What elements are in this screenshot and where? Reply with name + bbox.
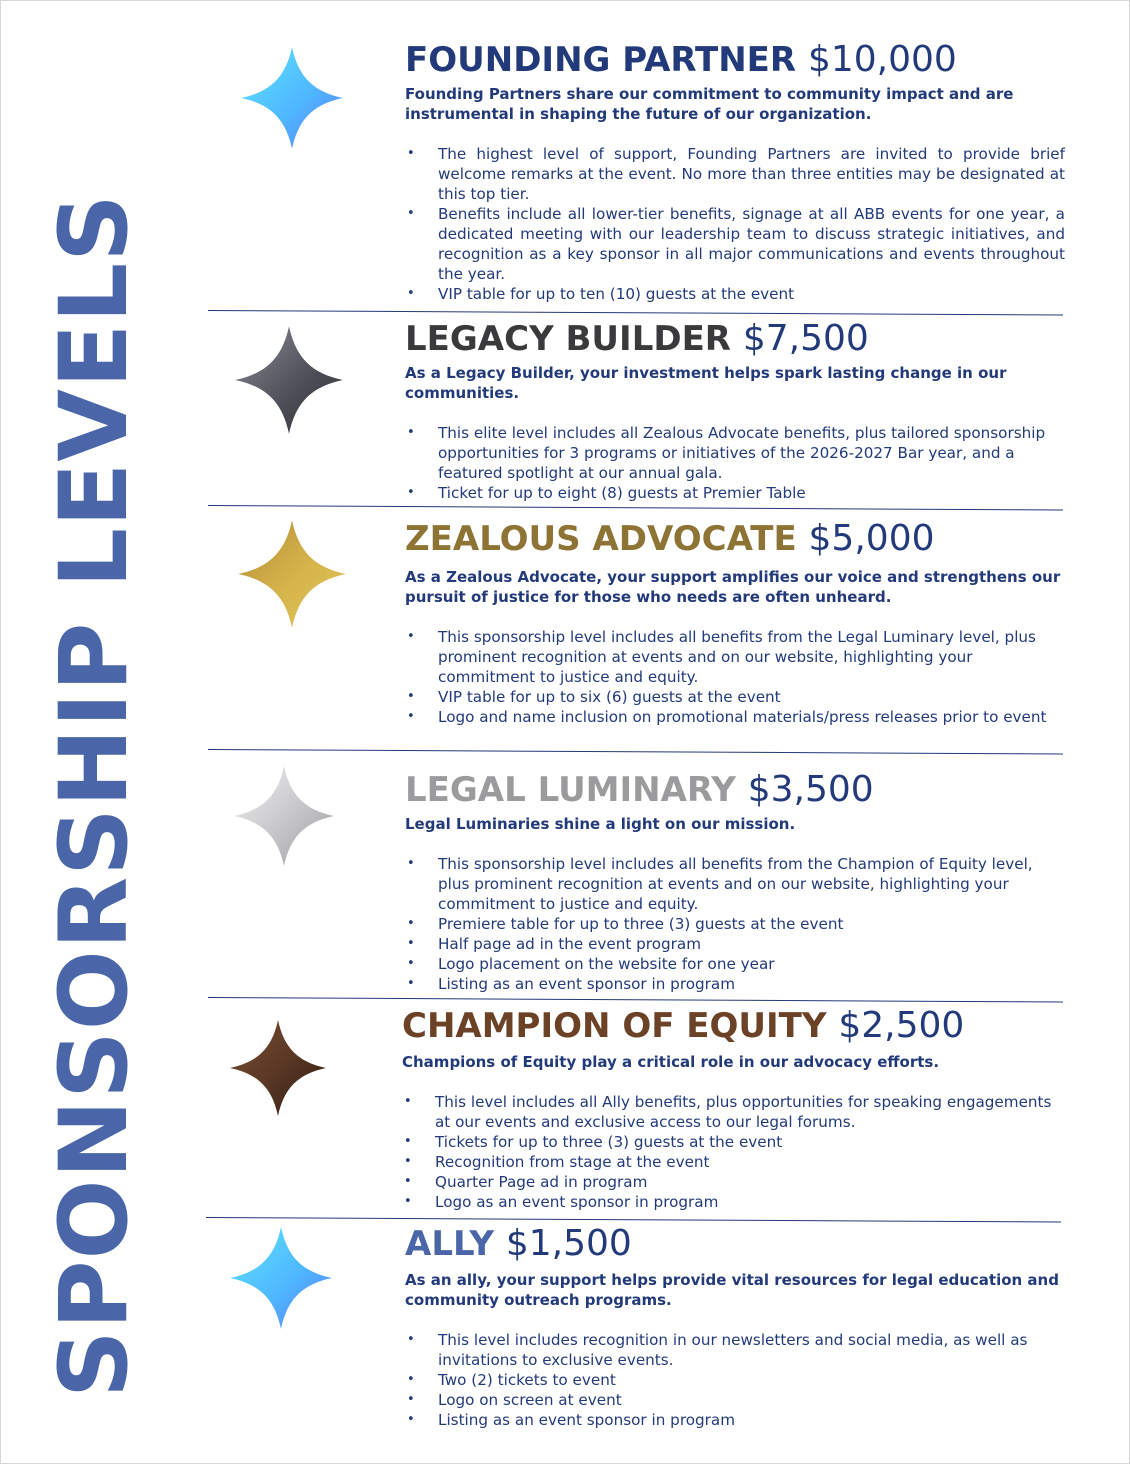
tier-price: $5,000 bbox=[808, 518, 935, 559]
tier-price: $10,000 bbox=[807, 39, 957, 80]
benefit-list bbox=[405, 1330, 1065, 1430]
benefit-item: • Premiere table for up to three (3) guests at the event bbox=[405, 914, 1065, 934]
benefit-item: • Half page ad in the event program bbox=[405, 934, 1065, 954]
benefit-list bbox=[402, 1092, 1062, 1212]
benefit-item: • The highest level of support, Founding Partners are invited to provide brief welcome remarks at the event. No more than three entities may be designated at this top tier. bbox=[405, 144, 1065, 204]
benefit-item: • Two (2) tickets to event bbox=[405, 1370, 1065, 1390]
benefit-list bbox=[405, 627, 1065, 727]
tier-price: $3,500 bbox=[747, 769, 874, 810]
benefit-item: • Logo and name inclusion on promotional materials/press releases prior to event bbox=[405, 707, 1065, 727]
tier-title bbox=[402, 1006, 1062, 1046]
tier-intro: As a Zealous Advocate, your support amplifies our voice and strengthens our pursuit of justice for those who needs are often unheard. bbox=[405, 568, 1061, 606]
star-icon-bronze bbox=[228, 1018, 328, 1118]
benefit-item: • This sponsorship level includes all benefits from the Legal Luminary level, plus prominent recognition at events and on our website, highlighting your commitment to justice and equity. bbox=[405, 627, 1065, 687]
benefit-item: • Recognition from stage at the event bbox=[402, 1152, 1062, 1172]
benefit-list bbox=[405, 423, 1065, 503]
tier-name: FOUNDING PARTNER bbox=[405, 40, 797, 80]
tier-name: ZEALOUS ADVOCATE bbox=[405, 519, 797, 559]
star-icon-blue bbox=[228, 1225, 334, 1331]
tier-intro: As a Legacy Builder, your investment helps spark lasting change in our communities. bbox=[405, 364, 1007, 402]
benefit-item: • This level includes recognition in our newsletters and social media, as well as invitations to exclusive events. bbox=[405, 1330, 1065, 1370]
tier-intro: As an ally, your support helps provide vital resources for legal education and community outreach programs. bbox=[405, 1271, 1059, 1309]
tier-price: $1,500 bbox=[505, 1223, 632, 1264]
tier-title bbox=[405, 1224, 1065, 1264]
tier-title bbox=[405, 519, 1065, 559]
tier-price: $7,500 bbox=[742, 318, 869, 359]
star-icon-silver bbox=[232, 764, 336, 868]
tier-name: LEGACY BUILDER bbox=[405, 319, 731, 359]
benefit-item: • Logo placement on the website for one year bbox=[405, 954, 1065, 974]
benefit-item: • Ticket for up to eight (8) guests at Premier Table bbox=[405, 483, 1065, 503]
tier-price: $2,500 bbox=[838, 1005, 965, 1046]
benefit-item: • Logo on screen at event bbox=[405, 1390, 1065, 1410]
side-title: SPONSORSHIP LEVELS bbox=[40, 193, 149, 1398]
benefit-item: • VIP table for up to six (6) guests at the event bbox=[405, 687, 1065, 707]
star-icon-blue bbox=[239, 45, 345, 151]
benefit-list bbox=[405, 144, 1065, 304]
benefit-item: • This level includes all Ally benefits, plus opportunities for speaking engagements at our events and exclusive access to our legal forums. bbox=[402, 1092, 1062, 1132]
tier-title bbox=[405, 319, 1065, 359]
benefit-item: • This elite level includes all Zealous Advocate benefits, plus tailored sponsorship opportunities for 3 programs or initiatives of the 2026-2027 Bar year, and a featured spotlight at our annual gala. bbox=[405, 423, 1065, 483]
benefit-item: • Listing as an event sponsor in program bbox=[405, 1410, 1065, 1430]
tier-name: LEGAL LUMINARY bbox=[405, 770, 736, 810]
tier-intro: Champions of Equity play a critical role in our advocacy efforts. bbox=[402, 1053, 940, 1071]
star-icon-dark-gray bbox=[233, 324, 345, 436]
benefit-item: • This sponsorship level includes all benefits from the Champion of Equity level, plus prominent recognition at events and on our website, highlighting your commitment to justice and equity. bbox=[405, 854, 1065, 914]
benefit-item: • Quarter Page ad in program bbox=[402, 1172, 1062, 1192]
tier-title bbox=[405, 770, 1065, 810]
benefit-item: • Tickets for up to three (3) guests at the event bbox=[402, 1132, 1062, 1152]
tier-name: ALLY bbox=[405, 1224, 494, 1264]
benefit-item: • VIP table for up to ten (10) guests at the event bbox=[405, 284, 1065, 304]
benefit-item: • Benefits include all lower-tier benefits, signage at all ABB events for one year, a dedicated meeting with our leadership team to discuss strategic initiatives, and recognition as a key sponsor in all major communications and events throughout the year. bbox=[405, 204, 1065, 284]
tier-intro: Legal Luminaries shine a light on our mission. bbox=[405, 815, 796, 833]
benefit-item: • Listing as an event sponsor in program bbox=[405, 974, 1065, 994]
tier-intro: Founding Partners share our commitment to community impact and are instrumental in shaping the future of our organization. bbox=[405, 85, 1014, 123]
star-icon-gold bbox=[236, 518, 348, 630]
tier-title bbox=[405, 40, 1065, 80]
tier-name: CHAMPION OF EQUITY bbox=[402, 1006, 827, 1046]
benefit-item: • Logo as an event sponsor in program bbox=[402, 1192, 1062, 1212]
benefit-list bbox=[405, 854, 1065, 994]
